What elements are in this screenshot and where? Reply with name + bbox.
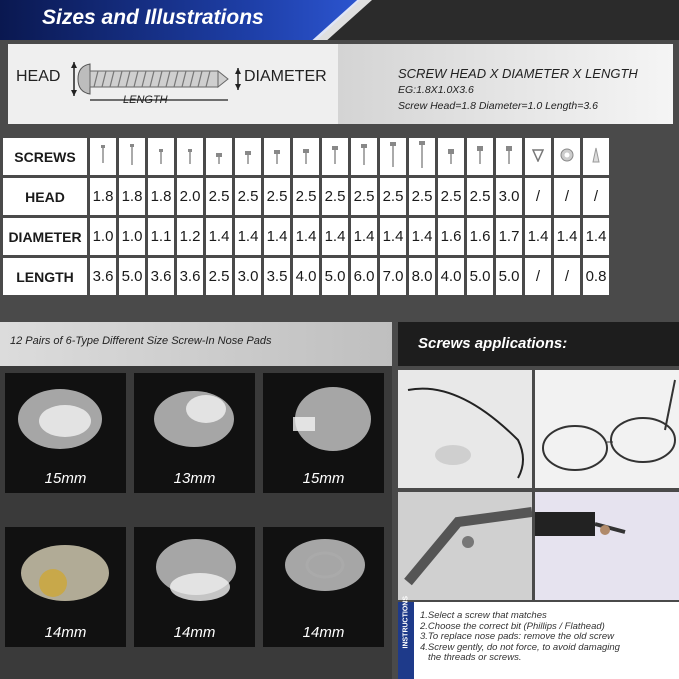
row-header-screws: SCREWS (3, 138, 87, 175)
diameter-value: 1.4 (583, 218, 609, 255)
diameter-value: 1.4 (351, 218, 377, 255)
head-value: 2.5 (467, 178, 493, 215)
length-value: 3.6 (90, 258, 116, 295)
pad-size-label: 15mm (302, 470, 345, 487)
instruction-step: 3.To replace nose pads: remove the old screw (420, 631, 614, 642)
nose-pad-image (5, 373, 126, 493)
table-row-head (3, 178, 609, 215)
head-value: 3.0 (496, 178, 522, 215)
head-value: 2.5 (409, 178, 435, 215)
pad-size-label: 15mm (44, 470, 87, 487)
diameter-value: 1.7 (496, 218, 522, 255)
length-value: / (525, 258, 551, 295)
head-value: 2.0 (177, 178, 203, 215)
page-title: Sizes and Illustrations (42, 6, 264, 29)
diagram-left (8, 44, 338, 124)
instructions-label (403, 625, 410, 649)
screw-icon (148, 138, 174, 175)
nose-pad-image (134, 373, 255, 493)
length-value: / (554, 258, 580, 295)
head-value: 2.5 (235, 178, 261, 215)
head-value: 2.5 (322, 178, 348, 215)
head-value: 2.5 (264, 178, 290, 215)
table-row-length (3, 258, 609, 295)
diameter-value: 1.2 (177, 218, 203, 255)
glasses-photo (535, 370, 679, 488)
diameter-value: 1.4 (206, 218, 232, 255)
sleeve-icon (583, 138, 609, 175)
diagram-format-panel (338, 44, 673, 124)
head-value: 1.8 (90, 178, 116, 215)
head-value: 2.5 (438, 178, 464, 215)
table-row-screws (3, 138, 609, 175)
screw-dimension-diagram (8, 44, 673, 124)
length-value: 5.0 (119, 258, 145, 295)
diameter-value: 1.4 (409, 218, 435, 255)
screw-icon (293, 138, 319, 175)
pad-size-label: 14mm (302, 624, 345, 641)
length-value: 3.0 (235, 258, 261, 295)
screw-icon (467, 138, 493, 175)
diameter-value: 1.6 (467, 218, 493, 255)
screw-icon (380, 138, 406, 175)
screw-icon (409, 138, 435, 175)
frame-hinge-photo (398, 492, 532, 600)
head-value: 2.5 (380, 178, 406, 215)
row-header-head: HEAD (3, 178, 87, 215)
diameter-value: 1.0 (119, 218, 145, 255)
screw-icon (496, 138, 522, 175)
nose-pad-image (263, 527, 384, 647)
screw-icon (206, 138, 232, 175)
applications-title: Screws applications: (418, 335, 568, 352)
screw-spec-table (0, 135, 679, 305)
length-value: 6.0 (351, 258, 377, 295)
screw-icon (322, 138, 348, 175)
diameter-value: 1.4 (264, 218, 290, 255)
diameter-label: DIAMETER (244, 68, 327, 85)
diameter-value: 1.4 (525, 218, 551, 255)
instructions-list (420, 611, 676, 664)
format-example-breakdown: Screw Head=1.8 Diameter=1.0 Length=3.6 (398, 100, 598, 112)
pad-size-label: 13mm (173, 470, 216, 487)
head-label: HEAD (16, 68, 61, 85)
nose-pad-image (134, 527, 255, 647)
diameter-value: 1.4 (554, 218, 580, 255)
head-value: 2.5 (351, 178, 377, 215)
screw-icon (264, 138, 290, 175)
head-value: / (554, 178, 580, 215)
length-value: 5.0 (322, 258, 348, 295)
length-value: 4.0 (293, 258, 319, 295)
screw-icon (351, 138, 377, 175)
length-value: 5.0 (496, 258, 522, 295)
diameter-value: 1.6 (438, 218, 464, 255)
instruction-step: 2.Choose the correct bit (Phillips / Flathead) (420, 620, 605, 632)
nose-pad-image (5, 527, 126, 647)
screw-icon (66, 56, 246, 116)
instruction-step: 4.Screw gently, do not force, to avoid damaging (420, 641, 620, 653)
length-label: LENGTH (123, 94, 168, 106)
length-value: 8.0 (409, 258, 435, 295)
screw-icon (119, 138, 145, 175)
pad-size-label: 14mm (44, 624, 87, 641)
length-value: 5.0 (467, 258, 493, 295)
tube-nut-icon (525, 138, 551, 175)
diameter-value: 1.1 (148, 218, 174, 255)
head-value: 1.8 (119, 178, 145, 215)
screw-icon (235, 138, 261, 175)
row-header-length: LENGTH (3, 258, 87, 295)
instruction-step: the threads or screws. (428, 652, 522, 663)
diameter-value: 1.0 (90, 218, 116, 255)
head-value: 1.8 (148, 178, 174, 215)
nose-pad-image (263, 373, 384, 493)
length-value: 4.0 (438, 258, 464, 295)
length-value: 3.5 (264, 258, 290, 295)
diameter-value: 1.4 (293, 218, 319, 255)
screw-icon (90, 138, 116, 175)
head-value: 2.5 (293, 178, 319, 215)
format-example: EG:1.8X1.0X3.6 (398, 84, 474, 96)
screw-icon (177, 138, 203, 175)
instruction-step: 1.Select a screw that matches (420, 610, 547, 621)
head-value: / (583, 178, 609, 215)
screw-icon (438, 138, 464, 175)
format-title: SCREW HEAD X DIAMETER X LENGTH (398, 66, 638, 81)
length-value: 3.6 (177, 258, 203, 295)
table-row-diameter (3, 218, 609, 255)
head-value: 2.5 (206, 178, 232, 215)
length-value: 2.5 (206, 258, 232, 295)
length-value: 7.0 (380, 258, 406, 295)
head-value: / (525, 178, 551, 215)
diameter-value: 1.4 (322, 218, 348, 255)
rimless-hinge-photo (535, 492, 679, 600)
row-header-diameter: DIAMETER (3, 218, 87, 255)
diameter-value: 1.4 (235, 218, 261, 255)
spec-table (0, 135, 612, 298)
length-value: 3.6 (148, 258, 174, 295)
glasses-nose-pad-photo (398, 370, 532, 488)
diameter-value: 1.4 (380, 218, 406, 255)
nose-pads-title: 12 Pairs of 6-Type Different Size Screw-In Nose Pads (10, 335, 272, 347)
pad-size-label: 14mm (173, 624, 216, 641)
length-value: 0.8 (583, 258, 609, 295)
washer-icon (554, 138, 580, 175)
